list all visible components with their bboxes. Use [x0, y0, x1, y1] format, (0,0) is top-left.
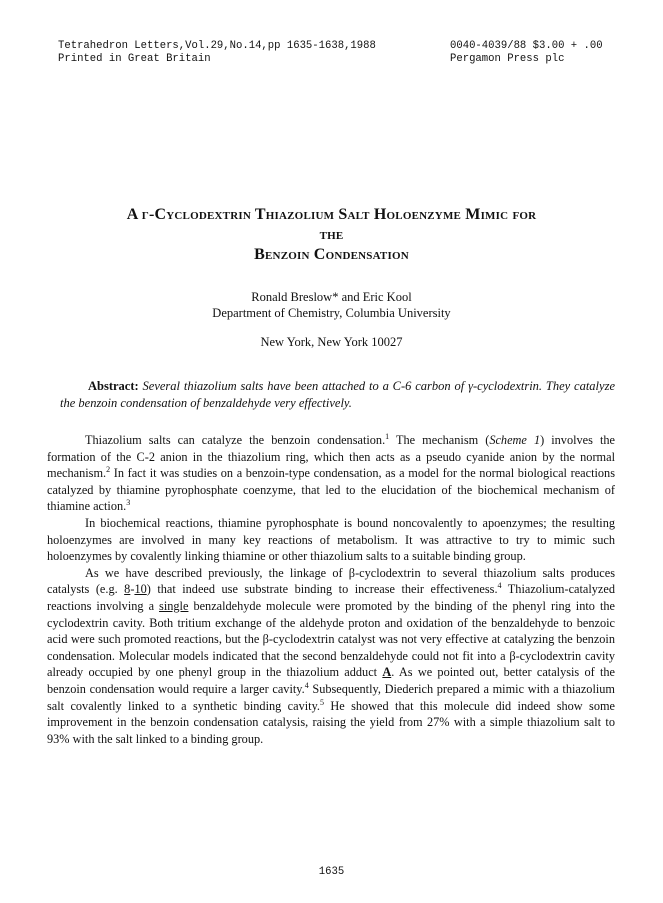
- p3-text-b: ) that indeed use substrate binding to increase their effectiveness.: [146, 582, 498, 597]
- title-line-3: Benzoin Condensation: [254, 246, 409, 263]
- p3-text-d: benzaldehyde molecule were promoted by the binding of the phenyl ring into the cyclodextrin cavity. Both tritium exchange of the aldehyde proton and oxidation of the benzaldehyde to benzoic acid were such promoted reactions, but the β-cyclodextrin catalyst was not very effective at catalyzing the benzoin condensation. Molecular models indicated that the second benzaldehyde could not fit into a β-cyclodextrin cavity already occupied by one phenyl group in the thiazolium adduct: [47, 598, 615, 680]
- reference-2: 2: [106, 465, 111, 475]
- p3-text-g: He showed that this molecule did indeed show some improvement in the benzoin condensation catalysis, raising the yield from 27% with a simple thiazolium salt to 93% with the salt linked to a binding group.: [47, 698, 615, 746]
- title-line-2: the: [319, 226, 344, 243]
- journal-citation: Tetrahedron Letters,Vol.29,No.14,pp 1635-1638,1988: [58, 40, 376, 52]
- adduct-a: A: [382, 665, 392, 680]
- scheme-reference: Scheme 1: [489, 433, 541, 447]
- p1-text-a: Thiazolium salts can catalyze the benzoin condensation.: [85, 433, 386, 447]
- compound-range-dash: -: [130, 582, 135, 597]
- author-location: New York, New York 10027: [260, 335, 403, 349]
- compound-8: 8: [124, 582, 131, 597]
- abstract: [60, 378, 615, 412]
- page-number: 1635: [318, 866, 345, 878]
- paragraph-3: [47, 565, 615, 748]
- p1-text-c: ) involves the formation of the C-2 anion in the thiazolium ring, which then acts as a pseudo cyanide anion by the normal mechanism.: [47, 433, 615, 481]
- single-emphasis: single: [159, 598, 189, 613]
- paper-title: [0, 205, 663, 265]
- p3-text-a: As we have described previously, the linkage of β-cyclodextrin to several thiazolium salts produces catalysts (e.g.: [47, 565, 615, 597]
- p1-text-b: The mechanism (: [389, 433, 490, 447]
- author-affiliation: Department of Chemistry, Columbia University: [212, 306, 451, 320]
- reference-1: 1: [385, 431, 390, 441]
- printed-in: Printed in Great Britain: [58, 53, 211, 65]
- p1-text-d: In fact it was studies on a benzoin-type condensation, as a model for the normal biological reactions catalyzed by thiamine pyrophosphate coenzyme, that led to the elucidation of the biochemical mechanism of thiamine action.: [47, 466, 615, 514]
- p3-text-e: . As we pointed out, better catalysis of the benzoin condensation would require a larger cavity.: [47, 665, 615, 696]
- reference-4b: 4: [304, 680, 309, 690]
- reference-3: 3: [126, 498, 131, 508]
- body-text: [47, 432, 615, 747]
- p3-text-f: Subsequently, Diederich prepared a mimic with a thiazolium salt covalently linked to a synthetic binding cavity.: [47, 681, 615, 713]
- price-code: 0040-4039/88 $3.00 + .00: [450, 40, 603, 52]
- author-block: [0, 289, 663, 321]
- reference-4: 4: [497, 581, 502, 591]
- author-names: Ronald Breslow* and Eric Kool: [251, 290, 412, 304]
- paragraph-1: [47, 432, 615, 515]
- p3-text-c: Thiazolium-catalyzed reactions involving a: [47, 582, 615, 613]
- abstract-text: Several thiazolium salts have been attached to a C-6 carbon of γ-cyclodextrin. They catalyze the benzoin condensation of benzaldehyde very effectively.: [60, 379, 615, 410]
- publisher: Pergamon Press plc: [450, 53, 565, 65]
- abstract-label: Abstract:: [88, 379, 139, 393]
- compound-10: 10: [134, 582, 147, 597]
- paragraph-2: In biochemical reactions, thiamine pyrophosphate is bound noncovalently to apoenzymes; the resulting holoenzymes are involved in many key reactions of metabolism. It was attractive to try to mimic such holoenzymes by covalently linking thiamine or other thiazolium salts to a suitable binding group.: [47, 515, 615, 564]
- reference-5: 5: [320, 697, 324, 707]
- title-line-1: A γ-Cyclodextrin Thiazolium Salt Holoenzyme Mimic for: [126, 206, 537, 223]
